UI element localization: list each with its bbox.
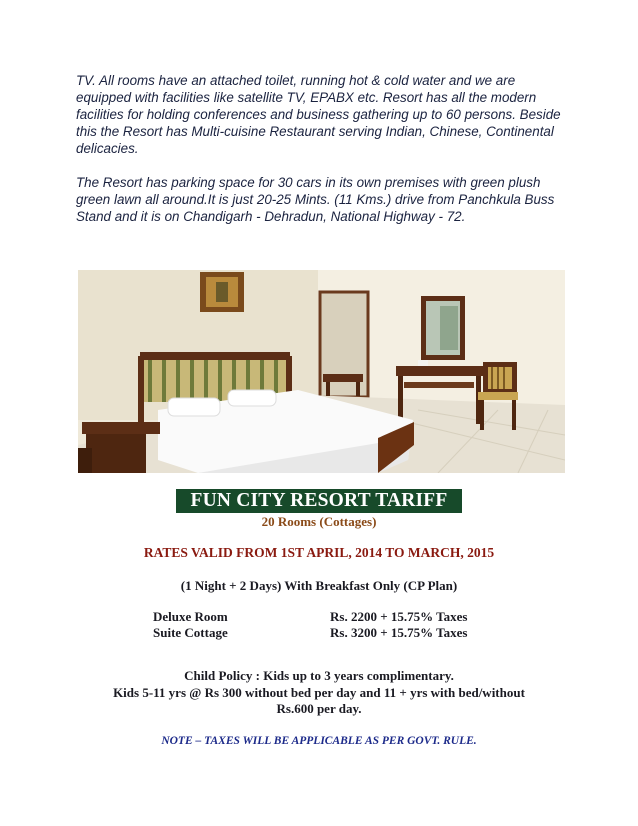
child-policy-line: Child Policy : Kids up to 3 years complimentary. xyxy=(184,668,454,683)
intro-paragraph-parking: The Resort has parking space for 30 cars in its own premises with green plush green lawn all around.It is just 20-25 Mints. (11 Kms.) drive from Panchkula Buss Stand and it is on Chandigarh - Dehradun, National Highway - 72. xyxy=(76,175,555,224)
tax-note: NOTE – TAXES WILL BE APPLICABLE AS PER GOVT. RULE. xyxy=(161,735,477,747)
intro-text xyxy=(76,72,566,242)
rooms-count: 20 Rooms (Cottages) xyxy=(261,514,377,529)
intro-paragraph-facilities: TV. All rooms have an attached toilet, running hot & cold water and we are equipped with facilities like satellite TV, EPABX etc. Resort has all the modern facilities for holding conferences and business gathering up to 60 persons. Beside this the Resort has Multi-cuisine Restaurant serving Indian, Chinese, Continental delicacies. xyxy=(76,73,561,156)
meal-plan: (1 Night + 2 Days) With Breakfast Only (CP Plan) xyxy=(180,578,458,593)
child-policy-line: Kids 5-11 yrs @ Rs 300 without bed per day and 11 + yrs with bed/without xyxy=(113,684,525,700)
room-photo xyxy=(78,270,565,473)
tariff-title: FUN CITY RESORT TARIFF xyxy=(176,489,462,513)
rate-price-deluxe: Rs. 2200 + 15.75% Taxes xyxy=(330,609,468,624)
rate-price-suite: Rs. 3200 + 15.75% Taxes xyxy=(330,625,468,640)
child-policy-line: Rs.600 per day. xyxy=(276,701,362,716)
rates-validity: RATES VALID FROM 1ST APRIL, 2014 TO MARCH, 2015 xyxy=(143,545,495,560)
rate-room-suite: Suite Cottage xyxy=(153,625,228,640)
rate-room-deluxe: Deluxe Room xyxy=(153,609,228,624)
child-policy xyxy=(0,668,638,718)
